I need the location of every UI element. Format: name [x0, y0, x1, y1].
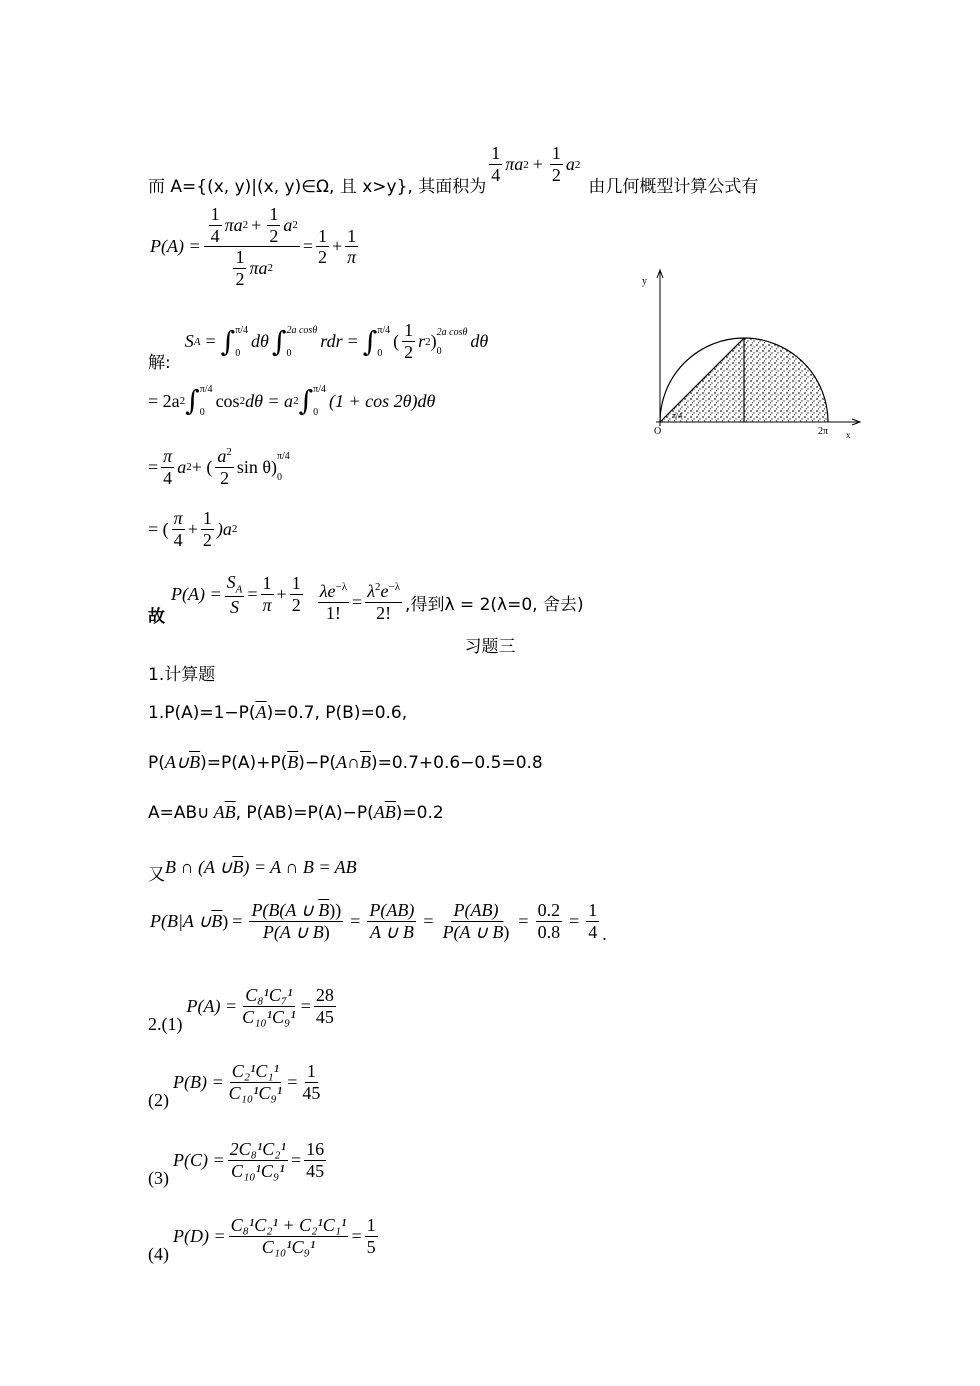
- q1-line2-b: )=P(A)+P(: [200, 752, 288, 773]
- conclusion-line: 故 P(A) = $\frac{S_A}{S}$ = $\frac{1}{\pi}$ + $\frac{1}{2}$ $\frac{\lambda e^{-\lambda}}{1!}$ = $\frac{\lambda^2e^{-\lambda}}{2!}$ ,得到λ = 2(λ=0, 舍去): [148, 571, 584, 627]
- area-t1-mid: πa: [505, 154, 524, 174]
- l4-close: )a: [216, 518, 232, 539]
- area-expression: $\frac{1}{4}$ πa 2 + $\frac{1}{2}$ a 2: [491, 143, 581, 185]
- sol-int1-lower: 0: [235, 347, 241, 359]
- q2-item-1: 2.(1) P(A) = $\frac{\text{C₈¹C₇¹}}{\text{C₁₀¹C₉¹}}$ = $\frac{28}{45}$: [148, 985, 334, 1034]
- q2-4-rn: 1: [366, 1215, 376, 1236]
- q2-1-num: C₈¹C₇¹: [245, 985, 293, 1006]
- pa-formula-1: [150, 204, 361, 290]
- solution-line-4: = ( $\frac{\pi}{4}$ + $\frac{1}{2}$ )a 2: [148, 508, 238, 550]
- q2-item-2: (2) P(B) = $\frac{\text{C₂¹C₁¹}}{\text{C₁₀¹C₉¹}}$ = $\frac{1}{45}$: [148, 1061, 321, 1110]
- q2-item-3: (3) P(C) = $\frac{\text{2C₈¹C₂¹}}{\text{C₁₀¹C₉¹}}$ = $\frac{16}{45}$: [148, 1139, 325, 1188]
- angle-label: π/4: [672, 411, 683, 420]
- q2-2-label: (2): [148, 1090, 169, 1110]
- gu-plus: +: [276, 584, 287, 604]
- area-exp: 2: [523, 158, 529, 171]
- q1-line3-b: , P(AB)=P(A)−P(: [235, 802, 374, 823]
- pa1-plus: +: [331, 236, 343, 257]
- gu-pi: π: [262, 595, 272, 615]
- q1-line3-A: A: [213, 802, 225, 822]
- solution-line-1: 解: S A = ∫ π/4 0 dθ ∫ 2a cosθ 0 rdr = ∫ π/4 0 ( $\frac{1}{2}$ r 2 ) 2a cosθ 0 dθ: [148, 320, 489, 373]
- solution-line-3: = $\frac{\pi}{4}$ a 2 + ( $\frac{a^2}{2}$ sin θ) π/4 0: [148, 446, 290, 488]
- q1-f3-num: P(AB): [453, 900, 499, 921]
- sol-dtheta-2: dθ: [470, 331, 489, 351]
- l3-two: 2: [220, 467, 230, 488]
- q2-1-den: C₁₀¹C₉¹: [242, 1007, 296, 1027]
- q2-3-rd: 45: [306, 1161, 325, 1181]
- q2-4-lhs: P(D) =: [173, 1226, 226, 1246]
- q1-line1-Abar: $\overline{A}$: [255, 702, 267, 722]
- q2-2-lhs: P(B) =: [173, 1072, 224, 1092]
- s-a-sub: A: [193, 335, 201, 348]
- pa1-main-fraction: $\frac{1}{4}$ πa 2 + $\frac{1}{2}$ a 2 $\frac{1}{2}$ πa 2: [204, 204, 300, 290]
- q1-line2-end: )=0.7+0.6−0.5=0.8: [370, 752, 543, 773]
- l3-a: a: [177, 456, 187, 477]
- l3-sin: sin θ): [236, 456, 277, 477]
- q1-f1-den: P(A ∪: [262, 922, 313, 942]
- q1-line4: 又 B ∩ (A ∪ $\overline{B}$ ) = A ∩ B = AB: [148, 857, 357, 885]
- pa1-lhs: P(A) =: [150, 236, 201, 257]
- q1-line3: A=AB∪ A $\overline{B}$ , P(AB)=P(A)−P( A $\overline{B}$ )=0.2: [148, 802, 444, 823]
- q2-3-label: (3): [148, 1168, 169, 1188]
- q2-4-den: C₁₀¹C₉¹: [261, 1237, 316, 1257]
- area-plus: +: [532, 154, 543, 174]
- pa1-num-pi-a: πa: [224, 214, 243, 235]
- q1-line2-a: P(: [148, 752, 165, 773]
- q2-item-4: (4) P(D) = $\frac{\text{C₈¹C₂¹ + C₂¹C₁¹}}{\text{C₁₀¹C₉¹}}$ = $\frac{1}{5}$: [148, 1215, 376, 1264]
- l3-four: 4: [163, 467, 173, 488]
- q1-line5-lhs: P(B|A ∪: [150, 911, 212, 931]
- gu-half-n: 1: [291, 573, 301, 594]
- q1-line1: [148, 702, 407, 723]
- q1-f2-num: P(AB): [369, 900, 415, 921]
- pa1-eq: =: [302, 236, 313, 257]
- q1-line2-expr2: A∩: [335, 752, 360, 772]
- q2-4-rd: 5: [366, 1237, 376, 1257]
- q1-line3-a: A=AB∪: [148, 802, 210, 823]
- q1-line4-end: ) = A ∩ B = AB: [243, 857, 357, 877]
- pa1-half-den: 2: [317, 247, 327, 268]
- q2-3-lhs: P(C) =: [173, 1150, 225, 1170]
- q1-line4-a: 又: [148, 865, 165, 885]
- pa1-inv-pi-den: π: [347, 247, 357, 268]
- q2-1-rd: 45: [315, 1007, 334, 1027]
- area-t1-num: 1: [491, 143, 501, 164]
- q1-line4-expr: B ∩ (A ∪: [165, 857, 233, 877]
- sol-int1-upper: π/4: [235, 324, 249, 336]
- q2-2-num: C₂¹C₁¹: [231, 1061, 280, 1082]
- area-t2-num: 1: [551, 143, 561, 164]
- sol-int2-upper: 2a cosθ: [286, 324, 318, 336]
- solution-line-2: = 2a 2 ∫ π/4 0 cos 2 dθ = a 2 ∫ π/4 0 (1 + cos 2θ)dθ: [148, 384, 436, 418]
- gu-exp1: −λ: [335, 581, 348, 594]
- q2-3-den: C₁₀¹C₉¹: [231, 1161, 285, 1181]
- y-axis-label: y: [642, 276, 647, 287]
- gu-fact2: 2!: [376, 603, 392, 623]
- solution-label: 解:: [148, 353, 171, 373]
- q1-line5: P(B|A ∪ $\overline{B}$ ) = $\frac{P(B(A \cup \overline{B}))}{P(A \cup \overline{B})}$ = $\frac{P(AB)}{A \cup \overline{B}}$ = $\frac{P(AB)}{P(A \cup \overline{B})}$ = $\frac{0.2}{0.8}$ = $\frac{1}{4}$ .: [150, 900, 607, 944]
- q1-line2-c: )−P(: [298, 752, 336, 773]
- q1-f4-num: 0.2: [537, 900, 561, 921]
- q2-4-label: (4): [148, 1244, 169, 1264]
- q1-heading: 1.计算题: [148, 665, 216, 685]
- l2-d: (1 + cos 2θ)dθ: [328, 390, 436, 411]
- sol-eq-1: =: [205, 331, 216, 351]
- l4-plus: +: [187, 518, 198, 539]
- q2-1-lhs: P(A) =: [186, 996, 238, 1016]
- l3-a2: a: [217, 446, 227, 466]
- pa1-half-num: 1: [317, 225, 327, 246]
- s-a-symbol: S: [184, 331, 194, 351]
- sol-dtheta-1: dθ: [251, 331, 269, 351]
- origin-label: O: [654, 426, 662, 437]
- para-area-line: [148, 132, 758, 197]
- q1-line1-a: 1.P(A)=1−P(: [148, 702, 256, 723]
- x-tick-label: 2π: [818, 426, 829, 437]
- section-title: 习题三: [464, 637, 516, 657]
- area-t2-den: 2: [551, 165, 561, 185]
- para1-prefix: 而 A={(x, y)|(x, y)∈Ω, 且 x>y}, 其面积为: [148, 177, 487, 197]
- gu-sa: S: [226, 571, 236, 592]
- l4-open: = (: [148, 518, 169, 539]
- gu-s: S: [229, 596, 239, 617]
- q2-1-label: 2.(1): [148, 1014, 183, 1034]
- gu-label: 故: [148, 607, 165, 627]
- q1-line3-end: )=0.2: [395, 802, 444, 823]
- gu-one: 1: [262, 573, 272, 594]
- q2-3-num: 2C₈¹C₂¹: [229, 1139, 286, 1160]
- area-t2-mid: a: [565, 154, 575, 174]
- q1-line1-end: )=0.7, P(B)=0.6,: [266, 702, 408, 723]
- q2-2-den: C₁₀¹C₉¹: [228, 1083, 283, 1103]
- l3-plus: + (: [191, 456, 213, 477]
- gu-eq: =: [247, 584, 258, 604]
- q2-2-rd: 45: [302, 1083, 321, 1103]
- gu-lam-num1: λe: [319, 581, 336, 602]
- q1-f1-num: P(B(A ∪: [251, 900, 319, 921]
- area-t1-den: 4: [491, 165, 501, 185]
- gu-lam-num2: λ: [367, 581, 375, 602]
- q1-line2-Bbar: $\overline{B}$: [189, 752, 201, 772]
- l3-eq: =: [148, 456, 159, 477]
- l2-a: = 2a: [148, 390, 180, 411]
- q1-line2-expr1: A∪: [164, 752, 190, 772]
- q2-1-rn: 28: [315, 985, 334, 1006]
- q2-3-rn: 16: [306, 1139, 325, 1160]
- sol-r-sq: r: [418, 331, 426, 351]
- l3-pi: π: [163, 446, 173, 466]
- pa1-inv-pi-num: 1: [347, 225, 357, 246]
- x-axis-label: x: [846, 430, 851, 440]
- q1-f5-num: 1: [588, 900, 598, 921]
- sol-rdr: rdr: [320, 331, 343, 351]
- q1-f4-den: 0.8: [537, 922, 561, 942]
- para1-suffix: 由几何概型计算公式有: [588, 177, 759, 197]
- l2-c: dθ = a: [245, 390, 294, 411]
- sol-int2-lower: 0: [286, 347, 292, 359]
- q1-line2: P( A∪ $\overline{B}$ )=P(A)+P( $\overline{B}$ )−P( A∩ $\overline{B}$ )=0.7+0.6−0.5=0.8: [148, 752, 543, 773]
- q2-2-rn: 1: [306, 1061, 316, 1082]
- gu-pa: P(A) =: [171, 584, 222, 604]
- q1-f3-den: P(A ∪: [442, 922, 493, 942]
- gu-half-d: 2: [291, 595, 301, 615]
- gu-result: ,得到λ = 2(λ=0, 舍去): [405, 595, 584, 615]
- gu-fact1: 1!: [325, 603, 341, 623]
- q1-f2-den: A ∪: [369, 922, 403, 942]
- region-figure: [636, 266, 866, 442]
- l2-cos: cos: [215, 390, 240, 411]
- q1-f5-den: 4: [588, 922, 598, 942]
- q2-4-num: C₈¹C₂¹ + C₂¹C₁¹: [230, 1215, 347, 1236]
